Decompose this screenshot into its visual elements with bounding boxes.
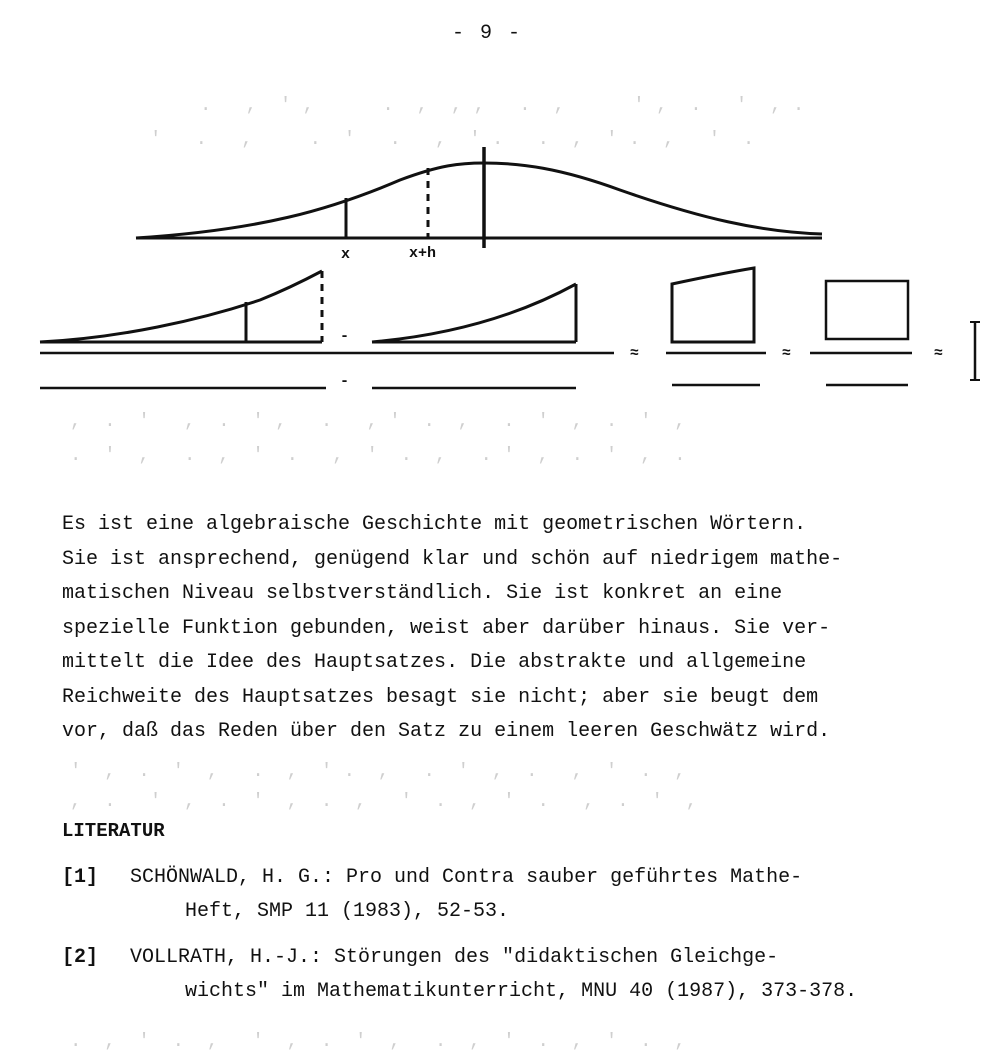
bell-curve — [136, 163, 822, 238]
body-line: matischen Niveau selbstverständlich. Sie ist konkret an eine — [62, 582, 783, 605]
rectangle-area — [826, 281, 908, 339]
bleed-through-text: , . ' , . ' , . , ' . , . ' , . ' , — [70, 410, 686, 432]
body-line: Es ist eine algebraische Geschichte mit geometrischen Wörtern. — [62, 513, 807, 536]
bleed-through-text: . ' , . , ' . , ' . , . ' , . ' , . — [70, 444, 686, 466]
strip-area — [672, 268, 754, 342]
page-number: - 9 - — [452, 22, 523, 45]
reference-line-2: Heft, SMP 11 (1983), 52-53. — [185, 900, 510, 923]
reference-number: [1] — [62, 866, 99, 889]
bleed-through-text: ' . , . ' . , ' . . , ' . , ' . — [150, 128, 755, 150]
approx-sign-2: ≈ — [782, 345, 792, 362]
bleed-through-text: . , ' . , ' , . ' , . , ' . , ' . , — [70, 1030, 686, 1052]
reference-line-1: SCHÖNWALD, H. G.: Pro und Contra sauber geführtes Mathe- — [130, 866, 803, 889]
reference-line-2: wichts" im Mathematikunterricht, MNU 40 (1987), 373-378. — [185, 980, 858, 1003]
literature-heading: LITERATUR — [62, 820, 165, 842]
area-to-x-curve — [372, 284, 576, 342]
reference-line-1: VOLLRATH, H.-J.: Störungen des "didaktischen Gleichge- — [130, 946, 779, 969]
label-x: x — [341, 246, 351, 263]
reference-number: [2] — [62, 946, 99, 969]
label-x-plus-h: x+h — [409, 245, 437, 262]
body-line: Reichweite des Hauptsatzes besagt sie nicht; aber sie beugt dem — [62, 685, 819, 709]
area-diagram — [0, 0, 996, 420]
bleed-through-text: ' , . ' , . , ' . , . ' , . , ' . , — [70, 760, 686, 782]
body-line: mittelt die Idee des Hauptsatzes. Die abstrakte und allgemeine — [62, 651, 807, 674]
area-to-x-plus-h-curve — [40, 271, 322, 342]
minus-sign-denominator: - — [340, 373, 350, 390]
approx-sign-1: ≈ — [630, 345, 640, 362]
bleed-through-text: , . ' , . ' , . , ' . , ' . , . ' , — [70, 790, 698, 812]
body-line: spezielle Funktion gebunden, weist aber darüber hinaus. Sie ver- — [62, 616, 831, 640]
body-line: Sie ist ansprechend, genügend klar und schön auf niedrigem mathe- — [62, 547, 843, 571]
bleed-through-text: . , ' , . , , , . , ' , . ' , . — [200, 94, 805, 116]
body-line: vor, daß das Reden über den Satz zu einem leeren Geschwätz wird. — [62, 720, 831, 743]
minus-sign: - — [340, 328, 350, 345]
body-paragraph — [62, 508, 972, 750]
approx-sign-3: ≈ — [934, 345, 944, 362]
